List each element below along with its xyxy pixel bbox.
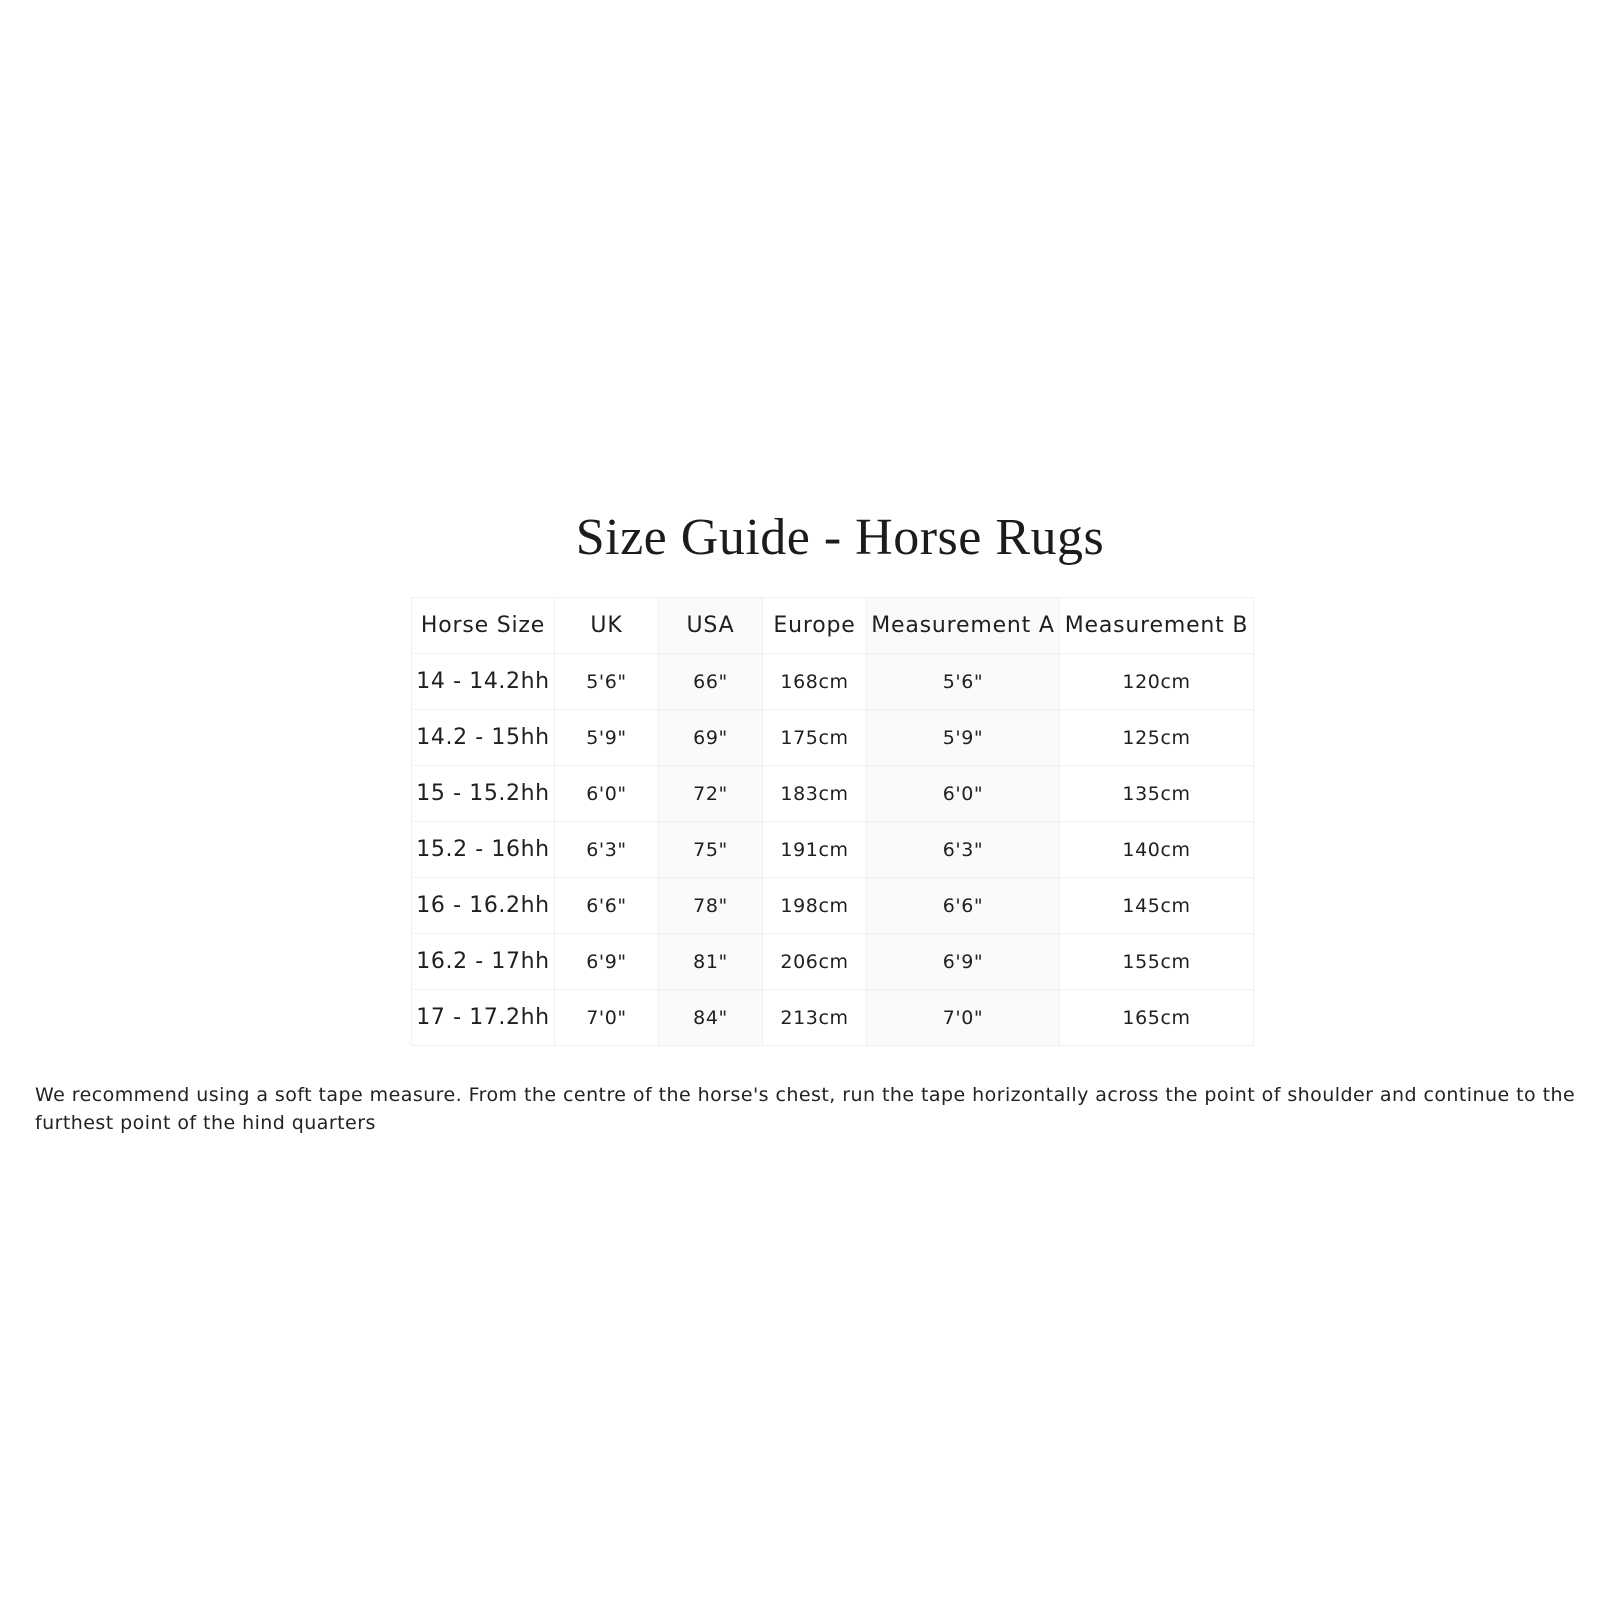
cell-horse-size: 14 - 14.2hh — [412, 654, 555, 710]
cell-measurement-a: 7'0" — [867, 990, 1060, 1046]
page-title: Size Guide - Horse Rugs — [575, 509, 1105, 566]
cell-uk: 5'6" — [555, 654, 659, 710]
cell-europe: 183cm — [763, 766, 867, 822]
table-header-row — [412, 598, 1254, 654]
cell-europe: 175cm — [763, 710, 867, 766]
cell-uk: 6'3" — [555, 822, 659, 878]
cell-horse-size: 16.2 - 17hh — [412, 934, 555, 990]
cell-horse-size: 16 - 16.2hh — [412, 878, 555, 934]
cell-measurement-a: 5'6" — [867, 654, 1060, 710]
cell-horse-size: 15 - 15.2hh — [412, 766, 555, 822]
cell-measurement-b: 120cm — [1060, 654, 1254, 710]
cell-horse-size: 14.2 - 15hh — [412, 710, 555, 766]
cell-usa: 75" — [659, 822, 763, 878]
table-row — [412, 766, 1254, 822]
measuring-note: We recommend using a soft tape measure. From the centre of the horse's chest, run the tape horizontally across the point of shoulder and continue to the furthest point of the hind quarters — [35, 1084, 1576, 1134]
cell-measurement-a: 6'0" — [867, 766, 1060, 822]
header-usa: USA — [659, 598, 763, 654]
header-measurement-a: Measurement A — [867, 598, 1060, 654]
cell-measurement-b: 125cm — [1060, 710, 1254, 766]
cell-measurement-a: 6'3" — [867, 822, 1060, 878]
cell-usa: 84" — [659, 990, 763, 1046]
cell-europe: 198cm — [763, 878, 867, 934]
cell-measurement-b: 155cm — [1060, 934, 1254, 990]
header-uk: UK — [555, 598, 659, 654]
cell-uk: 6'9" — [555, 934, 659, 990]
table-row — [412, 878, 1254, 934]
cell-usa: 72" — [659, 766, 763, 822]
cell-measurement-a: 5'9" — [867, 710, 1060, 766]
size-table — [411, 597, 1254, 1046]
cell-measurement-b: 165cm — [1060, 990, 1254, 1046]
cell-horse-size: 15.2 - 16hh — [412, 822, 555, 878]
cell-usa: 66" — [659, 654, 763, 710]
cell-europe: 191cm — [763, 822, 867, 878]
cell-uk: 5'9" — [555, 710, 659, 766]
cell-measurement-b: 145cm — [1060, 878, 1254, 934]
cell-usa: 81" — [659, 934, 763, 990]
cell-europe: 206cm — [763, 934, 867, 990]
cell-usa: 78" — [659, 878, 763, 934]
cell-uk: 6'0" — [555, 766, 659, 822]
cell-usa: 69" — [659, 710, 763, 766]
table-row — [412, 822, 1254, 878]
cell-measurement-b: 140cm — [1060, 822, 1254, 878]
cell-uk: 7'0" — [555, 990, 659, 1046]
cell-measurement-a: 6'6" — [867, 878, 1060, 934]
table-row — [412, 934, 1254, 990]
table-row — [412, 990, 1254, 1046]
header-measurement-b: Measurement B — [1060, 598, 1254, 654]
cell-europe: 213cm — [763, 990, 867, 1046]
header-horse-size: Horse Size — [412, 598, 555, 654]
table-row — [412, 710, 1254, 766]
cell-measurement-b: 135cm — [1060, 766, 1254, 822]
cell-measurement-a: 6'9" — [867, 934, 1060, 990]
cell-europe: 168cm — [763, 654, 867, 710]
table-row — [412, 654, 1254, 710]
cell-uk: 6'6" — [555, 878, 659, 934]
cell-horse-size: 17 - 17.2hh — [412, 990, 555, 1046]
header-europe: Europe — [763, 598, 867, 654]
